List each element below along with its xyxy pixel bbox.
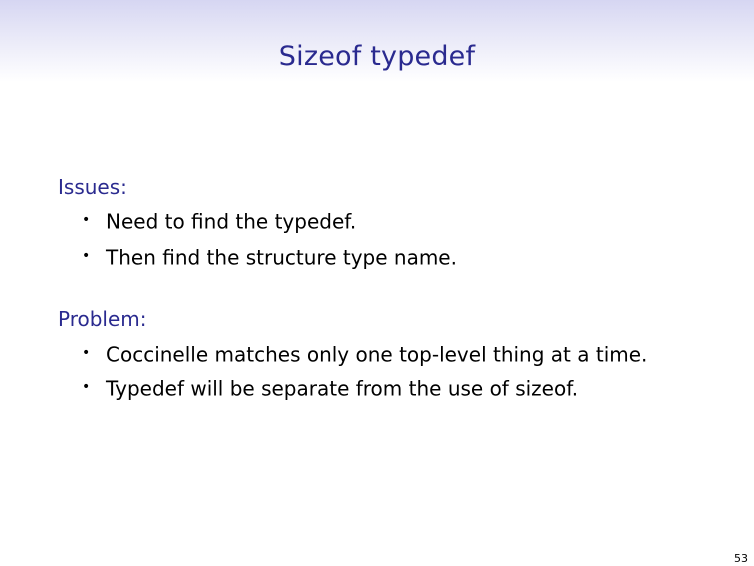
list-item [82,243,457,271]
list-item-text: Coccinelle matches only one top-level thing at a time. [106,342,648,367]
issues-heading: Issues: [58,175,127,199]
list-item [82,340,647,368]
list-item [82,207,356,235]
list-item [82,374,578,402]
problem-heading: Problem: [58,307,147,331]
slide-title: Sizeof typedef [278,41,476,72]
bullet-icon: • [82,344,91,361]
page-number: 53 [734,552,748,565]
bullet-icon: • [82,211,91,228]
list-item-text: Need to find the typedef. [106,209,357,234]
bullet-icon: • [82,378,91,395]
list-item-text: Then find the structure type name. [106,245,457,270]
bullet-icon: • [82,247,91,264]
title-bar [0,0,754,82]
list-item-text: Typedef will be separate from the use of sizeof. [106,376,579,401]
